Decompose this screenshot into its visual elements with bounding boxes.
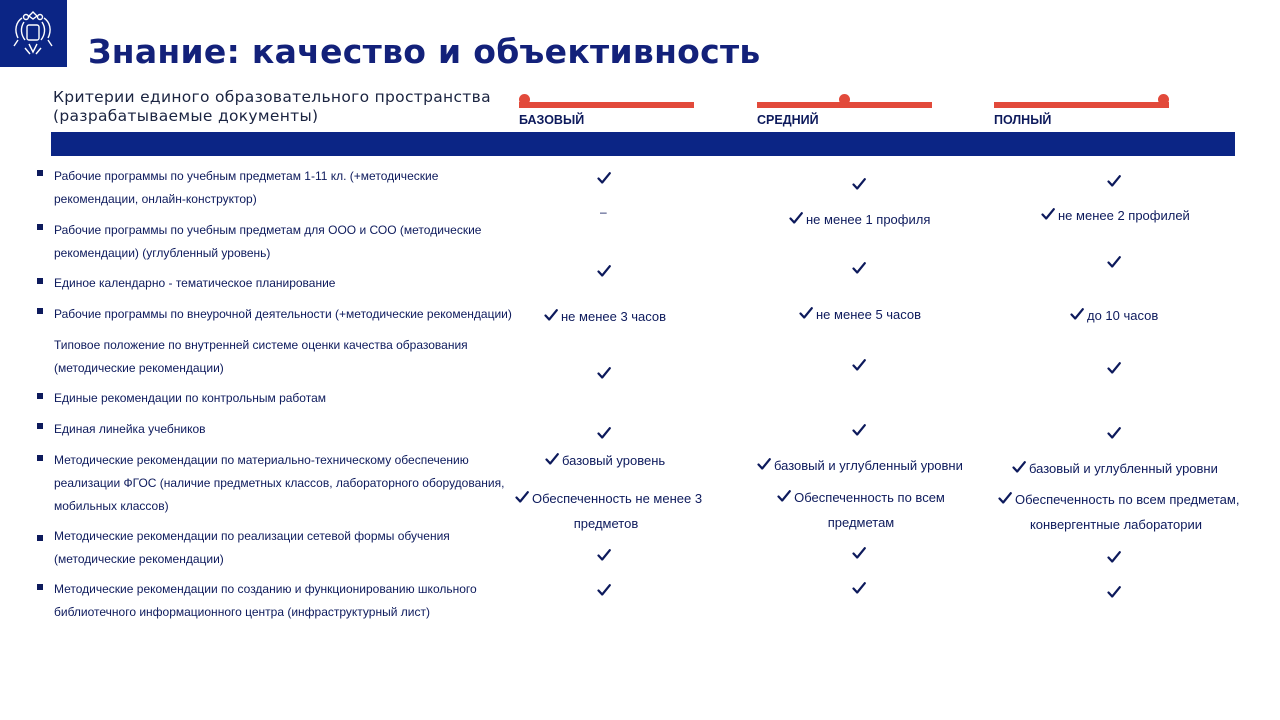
check-icon xyxy=(1107,585,1121,599)
criteria-item: Единое календарно - тематическое планирование xyxy=(54,276,336,290)
check-icon xyxy=(777,489,791,503)
check-icon xyxy=(789,211,803,225)
criteria-item: Методические рекомендации по материально-техническому обеспечению реализации ФГОС (наличие предметных классов, лабораторного оборудования, мобильных классов) xyxy=(54,453,505,513)
bullet-icon xyxy=(37,535,43,541)
check-icon xyxy=(1107,426,1121,440)
mid-mto-level-cell: базовый и углубленный уровни xyxy=(757,453,963,478)
bullet-icon xyxy=(37,393,43,399)
criteria-item: Методические рекомендации по реализации сетевой формы обучения (методические рекомендации) xyxy=(54,529,450,566)
check-icon xyxy=(852,423,866,437)
bullet-icon xyxy=(37,224,43,230)
criteria-item: Рабочие программы по учебным предметам для ООО и СОО (методические рекомендации) (углубленный уровень) xyxy=(54,223,482,260)
check-icon xyxy=(852,261,866,275)
criteria-item: Методические рекомендации по созданию и функционированию школьного библиотечного информационного центра (инфраструктурный лист) xyxy=(54,582,477,619)
bullet-icon xyxy=(37,584,43,590)
check-icon xyxy=(799,306,813,320)
level-base-marker xyxy=(519,94,530,105)
check-icon xyxy=(597,264,611,278)
check-icon xyxy=(1107,174,1121,188)
not-applicable-dash: – xyxy=(600,205,607,219)
check-icon xyxy=(852,581,866,595)
check-icon xyxy=(852,177,866,191)
criteria-line-2: (разрабатываемые документы) xyxy=(53,107,319,125)
coat-of-arms-icon xyxy=(0,0,67,67)
check-icon xyxy=(545,452,559,466)
criteria-heading xyxy=(53,88,491,126)
bullet-icon xyxy=(37,278,43,284)
criteria-item: Единая линейка учебников xyxy=(54,422,206,436)
criteria-item: Единые рекомендации по контрольным работам xyxy=(54,391,326,405)
check-icon xyxy=(757,457,771,471)
criteria-item: Типовое положение по внутренней системе оценки качества образования (методические рекомендации) xyxy=(54,338,468,375)
base-extra-hours-cell: не менее 3 часов xyxy=(544,304,666,329)
check-icon xyxy=(1107,361,1121,375)
check-icon xyxy=(852,358,866,372)
level-base-label: БАЗОВЫЙ xyxy=(519,113,585,127)
criteria-item: Рабочие программы по учебным предметам 1-11 кл. (+методические рекомендации, онлайн-конструктор) xyxy=(54,169,439,206)
check-icon xyxy=(597,171,611,185)
bullet-icon xyxy=(37,170,43,176)
level-full-bar xyxy=(994,102,1169,108)
mid-profile-cell: не менее 1 профиля xyxy=(789,207,930,232)
full-extra-hours-cell: до 10 часов xyxy=(1070,303,1158,328)
full-profile-cell: не менее 2 профилей xyxy=(1041,203,1190,228)
bullet-icon xyxy=(37,455,43,461)
check-icon xyxy=(998,491,1012,505)
check-icon xyxy=(515,490,529,504)
check-icon xyxy=(597,583,611,597)
check-icon xyxy=(852,546,866,560)
base-mto-supply-cell: Обеспеченность не менее 3 предметов xyxy=(515,486,697,536)
level-base-bar xyxy=(519,102,694,108)
full-mto-level-cell: базовый и углубленный уровни xyxy=(1012,456,1218,481)
page-title: Знание: качество и объективность xyxy=(88,32,761,71)
check-icon xyxy=(597,548,611,562)
check-icon xyxy=(1070,307,1084,321)
check-icon xyxy=(1107,255,1121,269)
bullet-icon xyxy=(37,308,43,314)
check-icon xyxy=(1041,207,1055,221)
coat-of-arms-logo xyxy=(0,0,67,67)
check-icon xyxy=(597,426,611,440)
level-full-marker xyxy=(1158,94,1169,105)
full-mto-supply-cell: Обеспеченность по всем предметам, конвергентные лаборатории xyxy=(998,487,1234,537)
base-mto-level-cell: базовый уровень xyxy=(545,448,665,473)
check-icon xyxy=(1012,460,1026,474)
criteria-line-1: Критерии единого образовательного пространства xyxy=(53,88,491,106)
header-band xyxy=(51,132,1235,156)
criteria-item: Рабочие программы по внеурочной деятельности (+методические рекомендации) xyxy=(54,307,512,321)
level-middle-label: СРЕДНИЙ xyxy=(757,113,819,127)
check-icon xyxy=(1107,550,1121,564)
mid-extra-hours-cell: не менее 5 часов xyxy=(799,302,921,327)
mid-mto-supply-cell: Обеспеченность по всем предметам xyxy=(776,485,946,535)
check-icon xyxy=(544,308,558,322)
check-icon xyxy=(597,366,611,380)
level-full-label: ПОЛНЫЙ xyxy=(994,113,1052,127)
bullet-icon xyxy=(37,423,43,429)
level-middle-marker xyxy=(839,94,850,105)
